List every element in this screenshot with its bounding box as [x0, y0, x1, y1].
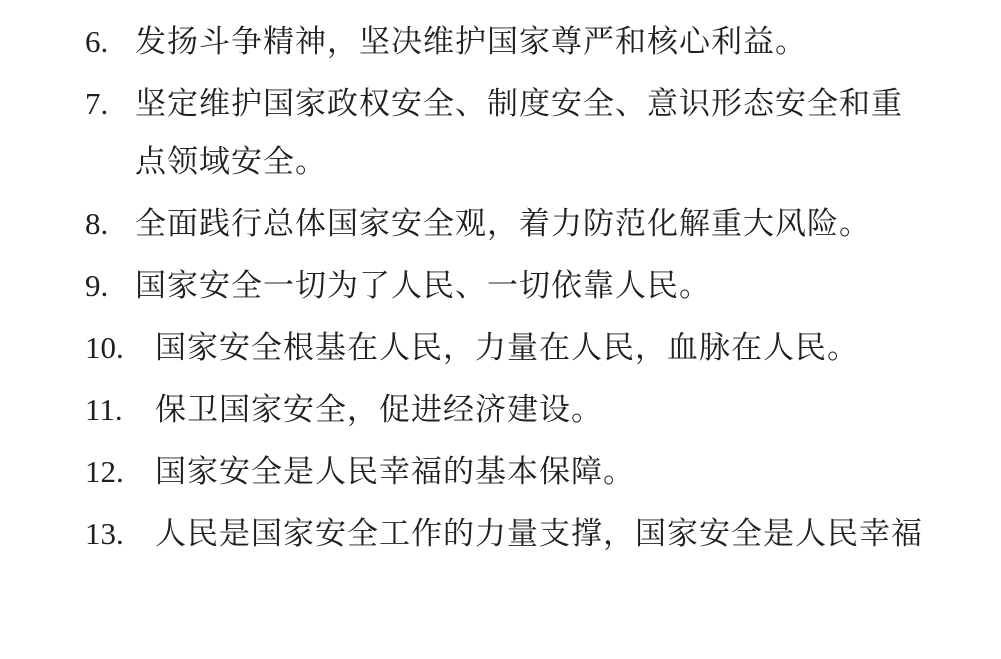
list-item-10 — [85, 319, 1001, 377]
item-number: 12. — [85, 454, 124, 489]
list-item-11 — [85, 381, 1001, 439]
item-text: 全面践行总体国家安全观，着力防范化解重大风险。 — [135, 206, 871, 241]
item-number: 6. — [85, 24, 109, 59]
item-number: 9. — [85, 268, 109, 303]
item-number: 7. — [85, 86, 109, 121]
list-item-13 — [85, 505, 1001, 563]
list-item-12 — [85, 443, 1001, 501]
item-text: 人民是国家安全工作的力量支撑，国家安全是人民幸福 — [155, 516, 923, 551]
item-number: 8. — [85, 206, 109, 241]
list-item-7 — [85, 75, 1001, 191]
item-text: 国家安全一切为了人民、一切依靠人民。 — [135, 268, 711, 303]
item-text: 国家安全是人民幸福的基本保障。 — [155, 454, 635, 489]
list-item-8 — [85, 195, 1001, 253]
list-item-6 — [85, 13, 1001, 71]
item-text: 发扬斗争精神，坚决维护国家尊严和核心利益。 — [135, 24, 807, 59]
list-item-9 — [85, 257, 1001, 315]
item-number: 13. — [85, 516, 124, 551]
item-text: 保卫国家安全，促进经济建设。 — [155, 392, 603, 427]
item-text: 坚定维护国家政权安全、制度安全、意识形态安全和重点领域安全。 — [135, 86, 903, 179]
item-number: 10. — [85, 330, 124, 365]
item-text: 国家安全根基在人民，力量在人民，血脉在人民。 — [155, 330, 859, 365]
item-number: 11. — [85, 392, 123, 427]
